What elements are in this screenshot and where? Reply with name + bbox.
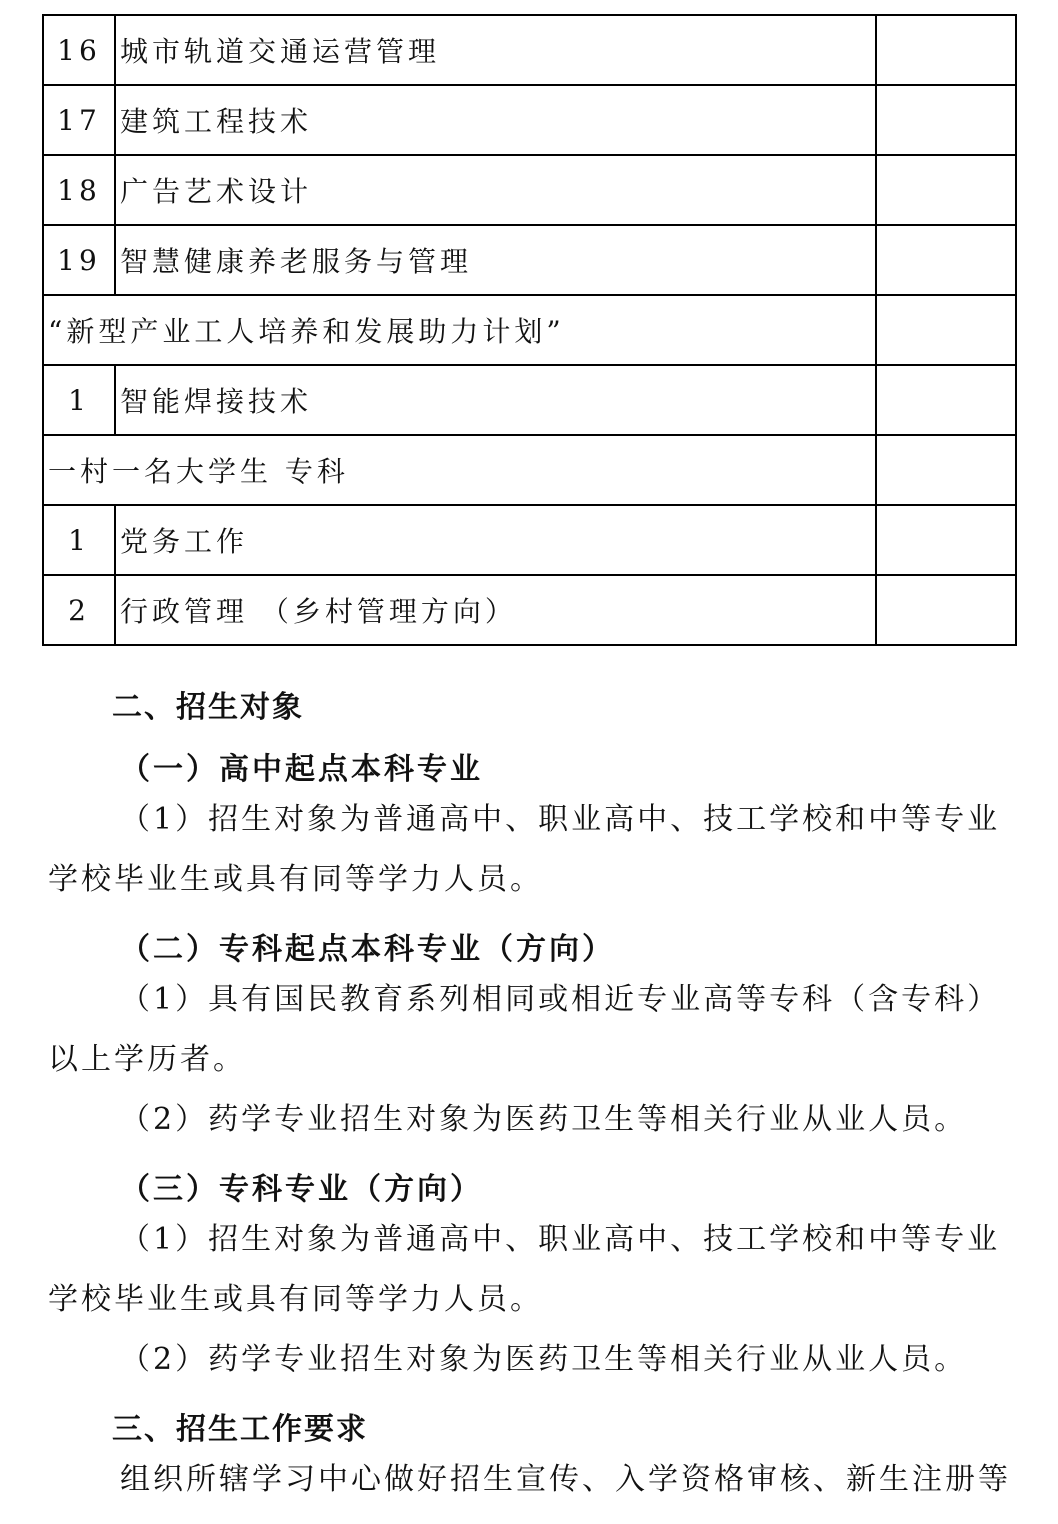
subsection-2-paragraph-2: （2）药学专业招生对象为医药卫生等相关行业从业人员。 bbox=[120, 1102, 968, 1137]
row-number-cell: 16 bbox=[43, 15, 115, 85]
subsection-1-heading: （一）高中起点本科专业 bbox=[120, 752, 483, 787]
table-row bbox=[43, 155, 1016, 225]
empty-cell bbox=[876, 295, 1016, 365]
major-name-cell: 智能焊接技术 bbox=[115, 365, 876, 435]
subsection-1-paragraph-1: （1）招生对象为普通高中、职业高中、技工学校和中等专业学校毕业生或具有同等学力人员。 bbox=[48, 802, 1001, 897]
empty-cell bbox=[876, 15, 1016, 85]
row-number-cell: 2 bbox=[43, 575, 115, 645]
empty-cell bbox=[876, 365, 1016, 435]
empty-cell bbox=[876, 225, 1016, 295]
subsection-3-paragraph-2: （2）药学专业招生对象为医药卫生等相关行业从业人员。 bbox=[120, 1342, 968, 1377]
empty-cell bbox=[876, 575, 1016, 645]
table-row bbox=[43, 365, 1016, 435]
subsection-2-heading: （二）专科起点本科专业（方向） bbox=[120, 932, 615, 967]
row-number-cell: 1 bbox=[43, 505, 115, 575]
major-name-cell: 城市轨道交通运营管理 bbox=[115, 15, 876, 85]
empty-cell bbox=[876, 155, 1016, 225]
subsection-3-heading: （三）专科专业（方向） bbox=[120, 1172, 483, 1207]
group-label-cell: “新型产业工人培养和发展助力计划” bbox=[43, 295, 876, 365]
section-2-heading: 二、招生对象 bbox=[112, 690, 304, 725]
table-row bbox=[43, 15, 1016, 85]
section-3-paragraph-1: 组织所辖学习中心做好招生宣传、入学资格审核、新生注册等 bbox=[120, 1462, 1011, 1497]
empty-cell bbox=[876, 505, 1016, 575]
table-row bbox=[43, 575, 1016, 645]
major-name-cell: 智慧健康养老服务与管理 bbox=[115, 225, 876, 295]
empty-cell bbox=[876, 435, 1016, 505]
major-name-cell: 行政管理 （乡村管理方向） bbox=[115, 575, 876, 645]
empty-cell bbox=[876, 85, 1016, 155]
table-group-row bbox=[43, 295, 1016, 365]
row-number-cell: 19 bbox=[43, 225, 115, 295]
table-row bbox=[43, 85, 1016, 155]
group-label-cell: 一村一名大学生 专科 bbox=[43, 435, 876, 505]
row-number-cell: 18 bbox=[43, 155, 115, 225]
table-row bbox=[43, 225, 1016, 295]
major-name-cell: 建筑工程技术 bbox=[115, 85, 876, 155]
row-number-cell: 1 bbox=[43, 365, 115, 435]
row-number-cell: 17 bbox=[43, 85, 115, 155]
subsection-2-paragraph-1: （1）具有国民教育系列相同或相近专业高等专科（含专科）以上学历者。 bbox=[48, 982, 1001, 1077]
major-name-cell: 党务工作 bbox=[115, 505, 876, 575]
section-3-heading: 三、招生工作要求 bbox=[112, 1412, 368, 1447]
majors-table bbox=[42, 14, 1017, 646]
major-name-cell: 广告艺术设计 bbox=[115, 155, 876, 225]
table-group-row bbox=[43, 435, 1016, 505]
subsection-3-paragraph-1: （1）招生对象为普通高中、职业高中、技工学校和中等专业学校毕业生或具有同等学力人员。 bbox=[48, 1222, 1001, 1317]
table-row bbox=[43, 505, 1016, 575]
